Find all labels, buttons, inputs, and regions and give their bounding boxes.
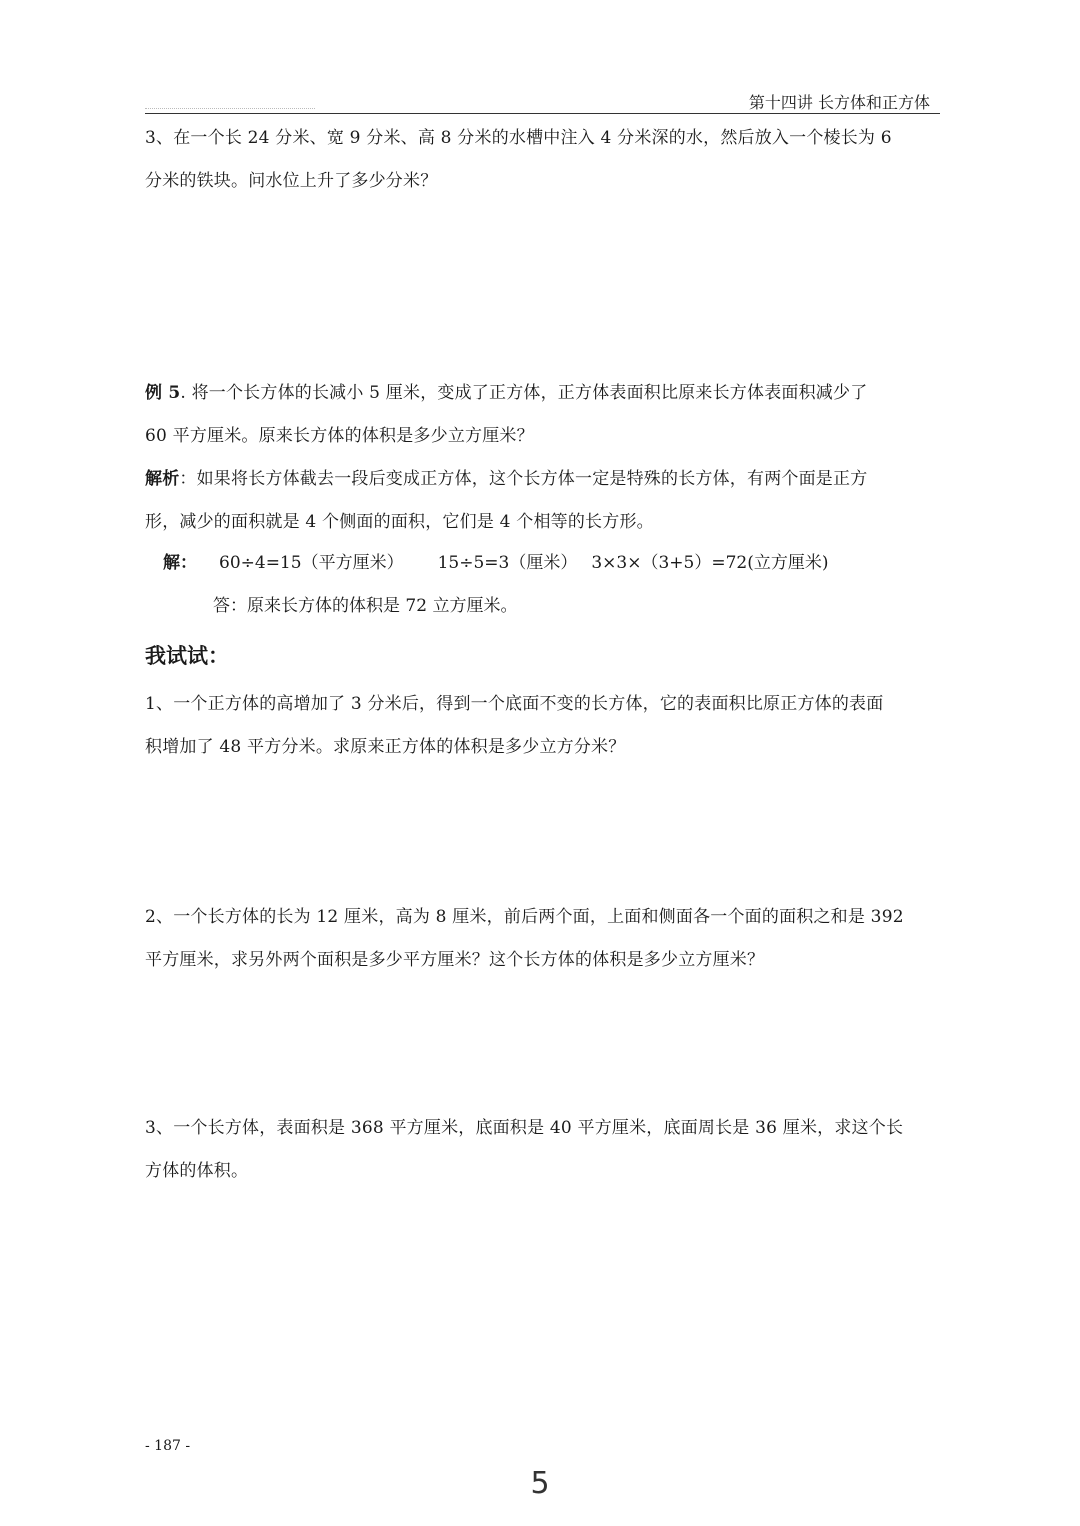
header-title: 第十四讲 长方体和正方体 xyxy=(748,93,930,112)
solution-eq-2: 15÷5=3（厘米） xyxy=(437,553,578,573)
answer-text: 答：原来长方体的体积是 72 立方厘米。 xyxy=(213,596,518,616)
solution-eq-3: 3×3×（3+5）=72(立方厘米) xyxy=(591,553,829,573)
try-question-3-line-1: 3、一个长方体，表面积是 368 平方厘米，底面积是 40 平方厘米，底面周长是 36 厘米，求这个长 xyxy=(145,1118,904,1138)
example-5-label: 例 5 xyxy=(145,383,181,403)
analysis-text-1: ：如果将长方体截去一段后变成正方体，这个长方体一定是特殊的长方体，有两个面是正方 xyxy=(179,469,868,489)
example-5-line-2: 60 平方厘米。原来长方体的体积是多少立方厘米？ xyxy=(145,426,534,446)
analysis-line-1 xyxy=(145,458,945,501)
example-5-text-1: . 将一个长方体的长减小 5 厘米，变成了正方体，正方体表面积比原来长方体表面积减少了 xyxy=(180,383,868,403)
try-question-1 xyxy=(145,683,945,769)
try-question-3-line-2: 方体的体积。 xyxy=(145,1161,249,1181)
solution-eq-1: 60÷4=15（平方厘米） xyxy=(219,553,404,573)
page-number: - 187 - xyxy=(145,1438,191,1454)
example-5 xyxy=(145,372,945,458)
analysis-line-2: 形，减少的面积就是 4 个侧面的面积，它们是 4 个相等的长方形。 xyxy=(145,512,654,532)
try-section-heading: 我试试： xyxy=(145,644,229,668)
try-question-1-line-2: 积增加了 48 平方分米。求原来正方体的体积是多少立方分米？ xyxy=(145,737,626,757)
problem-3-top xyxy=(145,117,945,203)
analysis-label: 解析 xyxy=(145,469,180,489)
try-question-1-line-1: 1、一个正方体的高增加了 3 分米后，得到一个底面不变的长方体，它的表面积比原正方体的表面 xyxy=(145,694,884,714)
solution-label: 解： xyxy=(163,553,197,573)
try-question-3 xyxy=(145,1107,945,1193)
header-rule xyxy=(145,113,940,114)
try-question-2 xyxy=(145,896,945,982)
solution-row xyxy=(163,545,828,581)
header-dotted-line xyxy=(145,108,315,109)
sequence-number: 5 xyxy=(530,1466,550,1501)
example-5-line-1 xyxy=(145,372,945,415)
analysis xyxy=(145,458,945,544)
try-question-2-line-1: 2、一个长方体的长为 12 厘米，高为 8 厘米，前后两个面，上面和侧面各一个面的面积之和是 392 xyxy=(145,907,904,927)
try-question-2-line-2: 平方厘米，求另外两个面积是多少平方厘米？这个长方体的体积是多少立方厘米？ xyxy=(145,950,765,970)
problem-3-line-2: 分米的铁块。问水位上升了多少分米？ xyxy=(145,171,438,191)
problem-3-line-1: 3、在一个长 24 分米、宽 9 分米、高 8 分米的水槽中注入 4 分米深的水，然后放入一个棱长为 6 xyxy=(145,128,892,148)
